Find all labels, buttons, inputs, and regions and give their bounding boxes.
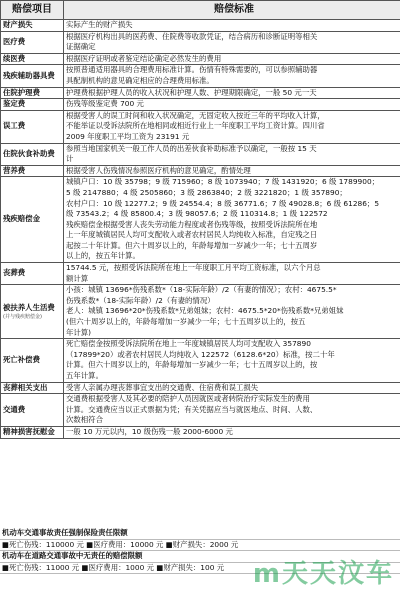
row-item-label [1, 99, 64, 111]
row-item-label [1, 382, 64, 394]
standard-line: 额计算 [66, 273, 89, 283]
standard-line: 护理费根据护理人员的收入状况和护理人数、护理期限确定，一般 50 元一天 [66, 87, 317, 97]
row-item-label [1, 426, 64, 438]
no-fault-heading: 机动车在道路交通事故中无责任的赔偿限额 [0, 551, 400, 563]
row-item-text: 财产损失 [3, 20, 33, 29]
row-item-text: 死亡补偿费 [3, 355, 40, 365]
compulsory-insurance-limits: ■死亡伤残：110000 元 ■医疗费用：10000 元 ■财产损失：2000 元 [0, 540, 400, 552]
standard-line: 五年计算。 [66, 371, 103, 380]
standard-line: 伤残系数*（18-实际年龄）/2（有妻的情况） [66, 295, 215, 305]
table-row [1, 20, 400, 32]
table-row [1, 177, 400, 263]
row-item-text: 残疾赔偿金 [3, 214, 40, 224]
standard-line: 5 级 2147880；4 级 2505860；3 级 2863840；2 级 3221820；1 级 357890； [66, 187, 347, 197]
compulsory-insurance-heading: 机动车交通事故责任强制保险责任限额 [0, 528, 400, 540]
standard-line: 一般 10 万元以内，10 级伤残一般 2000-6000 元 [66, 426, 233, 436]
row-item-note: (并与残疾赔偿金) [3, 313, 42, 320]
standard-line: 计算。但六十周岁以上的，年龄每增加一岁减少一年；七十五周岁以上的，按 [66, 360, 318, 370]
row-item-label [1, 165, 64, 177]
table-row [1, 87, 400, 99]
standard-line: 城镇户口：10 级 35798；9 级 715960；8 级 1073940；7 级 1431920；6 级 1789900； [66, 177, 380, 187]
standard-line: 老人：城镇 13696*20*伤残系数*兄弟姐妹；农村：4675.5*20*伤残系数*兄弟姐妹 [66, 306, 344, 316]
row-item-label [1, 53, 64, 65]
standard-line: 根据受害人的误工时间和收入状况确定，无固定收入按近三年的平均收入计算， [66, 110, 325, 120]
standard-line: 交通费根据受害人及其必要的陪护人员因就医或者转院治疗实际发生的费用 [66, 394, 310, 404]
row-item-label [1, 285, 64, 339]
row-standard [64, 394, 400, 427]
standard-line: 小孩：城镇 13696*伤残系数*（18-实际年龄）/2（有妻的情况）；农村：4675.5* [66, 285, 337, 295]
standard-line: 根据医疗证明或者鉴定结论确定必然发生的费用 [66, 53, 222, 63]
row-item-text: 续医费 [3, 53, 26, 63]
standard-line: 根据受害人伤残情况参照医疗机构的意见确定，酌情处理 [66, 165, 251, 175]
standard-line: 起按二十年计算。但六十周岁以上的，年龄每增加一岁减少一年；七十五周岁 [66, 240, 318, 250]
standard-line: 伤残等级鉴定费 700 元 [66, 99, 144, 109]
standard-line: 实际产生的财产损失 [66, 20, 133, 29]
table-row [1, 339, 400, 382]
row-standard [64, 143, 400, 165]
row-standard [64, 87, 400, 99]
standard-line: 残疾赔偿金根据受害人丧失劳动能力程度或者伤残等级，按照受诉法院所在地 [66, 219, 318, 229]
table-row [1, 53, 400, 65]
standard-line: 计 [66, 154, 74, 164]
row-item-label [1, 339, 64, 382]
standard-line: 计算。交通费应当以正式票据为凭；有关凭据应当与就医地点、时间、人数、 [66, 404, 318, 414]
row-standard [64, 382, 400, 394]
row-standard [64, 99, 400, 111]
standard-line: 受害人亲属办理丧葬事宜支出的交通费、住宿费和误工损失 [66, 382, 259, 392]
table-row [1, 285, 400, 339]
row-item-text: 交通费 [3, 404, 26, 414]
standard-line: 证据确定 [66, 42, 96, 52]
row-item-label [1, 31, 64, 53]
row-item-label [1, 87, 64, 99]
standard-line: 死亡赔偿金按照受诉法院所在地上一年度城镇居民人均可支配收入 357890 [66, 339, 311, 349]
standard-line: 15744.5 元，按照受诉法院所在地上一年度职工月平均工资标准，以六个月总 [66, 263, 321, 273]
header-item: 赔偿项目 [1, 1, 64, 20]
standard-line: 以上的，按五年计算。 [66, 251, 140, 261]
row-item-label [1, 394, 64, 427]
table-row [1, 99, 400, 111]
row-item-label [1, 65, 64, 87]
row-standard [64, 285, 400, 339]
table-row [1, 65, 400, 87]
row-item-text: 住院伙食补助费 [3, 148, 55, 158]
table-row [1, 263, 400, 285]
row-standard [64, 31, 400, 53]
row-standard [64, 20, 400, 32]
row-item-text: 误工费 [3, 121, 26, 131]
standard-line: (但六十周岁以上的，年龄每增加一岁减少一年；七十五周岁以上的，按五 [66, 317, 306, 327]
row-item-text: 营养费 [3, 165, 26, 175]
row-item-text: 精神损害抚慰金 [3, 426, 55, 436]
no-fault-limits: ■死亡伤残：11000 元 ■医疗费用：1000 元 ■财产损失：100 元 [0, 563, 400, 575]
standard-line: 上一年度城镇居民人均可支配收入或者农村居民人均纯收入标准，自定残之日 [66, 230, 318, 240]
row-standard [64, 65, 400, 87]
table-row [1, 31, 400, 53]
row-item-label [1, 263, 64, 285]
standard-line: 农村户口：10 级 12277.2；9 级 24554.4；8 级 36771.6；7 级 49028.8；6 级 61286；5 [66, 198, 380, 208]
row-standard [64, 339, 400, 382]
standard-line: 不能举证以受诉法院所在地相同或相近行业上一年度职工平均工资计算。四川省 [66, 121, 325, 131]
row-item-label [1, 177, 64, 263]
row-item-label [1, 110, 64, 143]
table-row [1, 143, 400, 165]
table-row [1, 394, 400, 427]
standard-line: 根据医疗机构出具的医药费、住院费等收款凭证，结合病历和诊断证明等相关 [66, 31, 318, 41]
row-item-label [1, 20, 64, 32]
row-item-text: 鉴定费 [3, 99, 26, 109]
standard-line: 具配制机构的意见确定相应的合理费用标准。 [66, 75, 214, 85]
table-header-row [1, 1, 400, 20]
row-item-text: 医疗费 [3, 36, 26, 46]
row-item-text: 丧葬费 [3, 268, 26, 278]
standard-line: 2009 年度职工平均工资为 23191 元 [66, 131, 190, 141]
row-standard [64, 110, 400, 143]
header-standard: 赔偿标准 [64, 1, 400, 20]
row-standard [64, 263, 400, 285]
standard-line: 级 73543.2；4 级 85800.4；3 级 98057.6；2 级 110314.8；1 级 122572 [66, 209, 328, 219]
row-standard [64, 53, 400, 65]
row-item-text: 住院护理费 [3, 87, 40, 97]
watermark-logo: m天天汶车 [252, 559, 394, 589]
table-row [1, 382, 400, 394]
standard-line: 年计算) [66, 327, 92, 337]
standard-line: 按照普通适用器具的合理费用标准计算。伤情有特殊需要的，可以参照辅助器 [66, 65, 318, 75]
standard-line: 参照当地国家机关一般工作人员的出差伙食补助标准予以确定，一般按 15 天 [66, 143, 317, 153]
row-item-text: 丧葬相关支出 [3, 382, 48, 392]
standard-line: （17899*20）或者农村居民人均纯收入 122572（6128.6*20）标准，按二十年 [66, 349, 335, 359]
standard-line: 次数相符合 [66, 415, 103, 425]
row-standard [64, 165, 400, 177]
row-item-label [1, 143, 64, 165]
table-row [1, 165, 400, 177]
table-row [1, 426, 400, 438]
row-standard [64, 426, 400, 438]
row-standard [64, 177, 400, 263]
row-item-text: 被扶养人生活费 [3, 302, 55, 312]
row-item-text: 残疾辅助器具费 [3, 70, 55, 80]
table-row [1, 110, 400, 143]
